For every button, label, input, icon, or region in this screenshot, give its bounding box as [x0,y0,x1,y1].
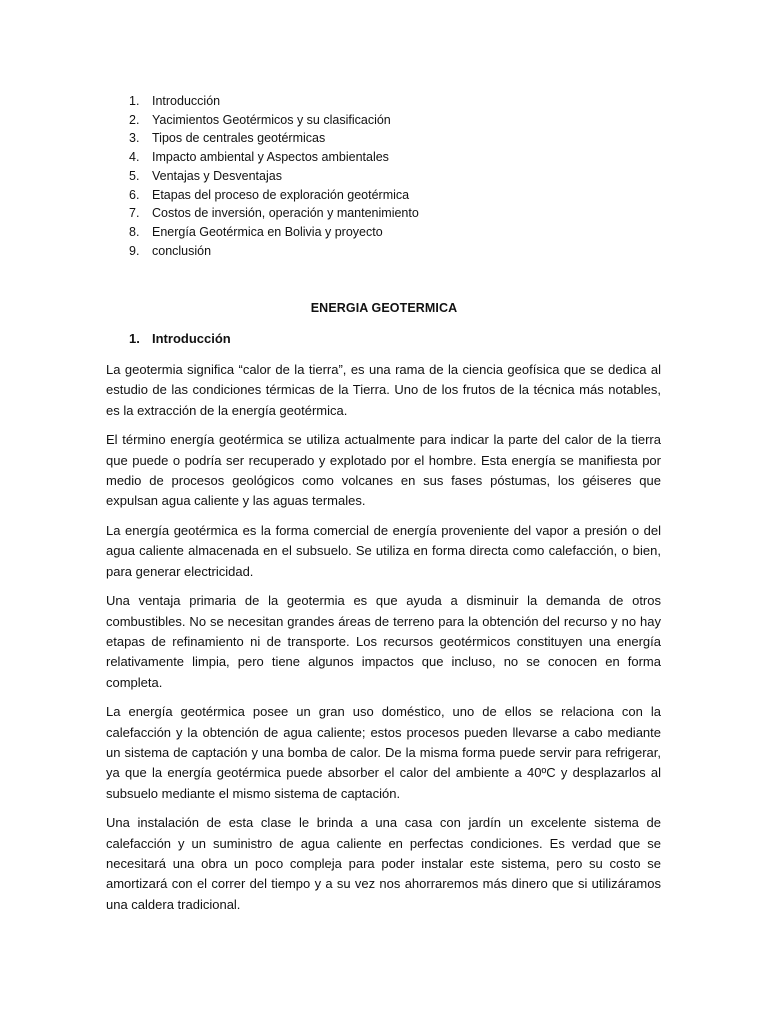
toc-item-number: 8. [129,224,140,239]
document-title: ENERGIA GEOTERMICA [310,301,458,315]
toc-item-number: 9. [129,243,140,258]
toc-item [108,223,419,242]
toc-item-number: 3. [129,131,140,146]
toc-item [108,167,419,186]
document-body [106,360,661,924]
toc-item-number: 1. [129,94,140,108]
section-number: 1. [129,331,140,346]
toc-item [108,111,419,130]
toc-item-label: Impacto ambiental y Aspectos ambientales [152,150,389,165]
toc-item [108,148,419,167]
toc-item-number: 6. [129,187,140,202]
toc-item-number: 7. [129,206,140,221]
toc-item [108,129,419,148]
toc-item [108,186,419,205]
toc-item [108,242,419,261]
table-of-contents [108,92,419,260]
toc-item-label: Energía Geotérmica en Bolivia y proyecto [152,224,383,239]
toc-item-label: Etapas del proceso de exploración geotérmica [152,187,410,202]
toc-item-label: Tipos de centrales geotérmicas [152,131,326,146]
section-heading-label: Introducción [152,331,231,346]
toc-item-label: Costos de inversión, operación y mantenimiento [152,206,419,221]
toc-item-number: 2. [129,112,140,127]
section-heading [129,331,231,346]
toc-item-label: Yacimientos Geotérmicos y su clasificación [152,112,391,127]
toc-item-number: 5. [129,168,140,183]
paragraph: Una instalación de esta clase le brinda a una casa con jardín un excelente sistema de calefacción y un suministro de agua caliente en perfectas condiciones. Es verdad que se necesitará una obra un poco compleja para poder instalar este sistema, pero su costo se amortizará con el correr del tiempo y a su vez nos ahorraremos más dinero que si utilizáramos una caldera tradicional. [106,815,661,912]
paragraph: El término energía geotérmica se utiliza actualmente para indicar la parte del calor de la tierra que puede o podría ser recuperado y explotado por el hombre. Esta energía se manifiesta por medio de procesos geológicos como volcanes en sus fases póstumas, los géiseres que expulsan agua caliente y las aguas termales. [106,432,661,509]
paragraph: La energía geotérmica posee un gran uso doméstico, uno de ellos se relaciona con la calefacción y la obtención de agua caliente; estos procesos pueden llevarse a cabo mediante un sistema de captación y una bomba de calor. De la misma forma puede servir para refrigerar, ya que la energía geotérmica puede absorber el calor del ambiente a 40ºC y desplazarlos al subsuelo mediante el mismo sistema de captación. [106,704,661,801]
toc-item-label: Ventajas y Desventajas [152,168,282,183]
paragraph: Una ventaja primaria de la geotermia es que ayuda a disminuir la demanda de otros combustibles. No se necesitan grandes áreas de terreno para la obtención del recurso y no hay etapas de refinamiento ni de transporte. Los recursos geotérmicos constituyen una energía relativamente limpia, pero tiene algunos impactos que incluso, no se conocen en forma completa. [106,593,661,690]
paragraph: La geotermia significa “calor de la tierra”, es una rama de la ciencia geofísica que se dedica al estudio de las condiciones térmicas de la Tierra. Uno de los frutos de la técnica más notables, es la extracción de la energía geotérmica. [106,362,661,418]
toc-item-label: Introducción [152,94,221,108]
toc-item-label: conclusión [152,243,212,258]
paragraph: La energía geotérmica es la forma comercial de energía proveniente del vapor a presión o del agua caliente almacenada en el subsuelo. Se utiliza en forma directa como calefacción, o bien, para generar electricidad. [106,523,661,579]
toc-item [108,92,419,111]
toc-item-number: 4. [129,150,140,165]
toc-item [108,204,419,223]
